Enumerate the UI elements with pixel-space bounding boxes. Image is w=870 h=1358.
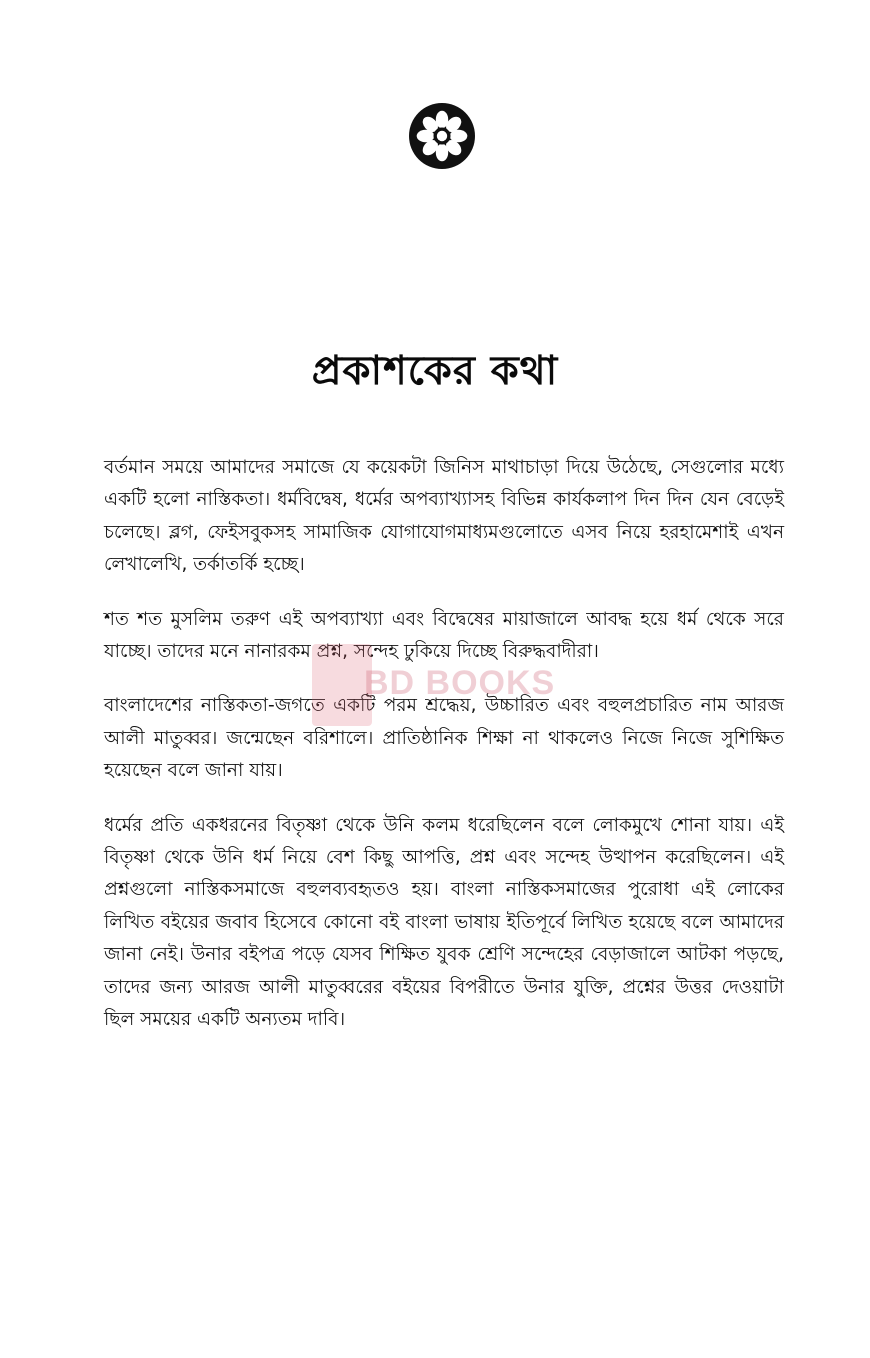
- page-title: প্রকাশকের কথা: [311, 347, 559, 394]
- paragraph-1: বর্তমান সময়ে আমাদের সমাজে যে কয়েকটা জিনিস মাথাচাড়া দিয়ে উঠেছে, সেগুলোর মধ্যে একটি হলো নাস্তিকতা। ধর্মবিদ্বেষ, ধর্মের অপব্যাখ্যাসহ বিভিন্ন কার্যকলাপ দিন দিন যেন বেড়েই চলেছে। ব্লগ, ফেইসবুকসহ সামাজিক যোগাযোগমাধ্যমগুলোতে এসব নিয়ে হরহামেশাই এখন লেখালেখি, তর্কাতর্কি হচ্ছে।: [104, 457, 784, 576]
- body-text: [104, 452, 784, 1059]
- flower-ornament-icon: [406, 100, 478, 172]
- watermark-text: BD BOOKS: [364, 664, 556, 702]
- paragraph-2: শত শত মুসলিম তরুণ এই অপব্যাখ্যা এবং বিদ্বেষের মায়াজালে আবদ্ধ হয়ে ধর্ম থেকে সরে যাচ্ছে। তাদের মনে নানারকম প্রশ্ন, সন্দেহ ঢুকিয়ে দিচ্ছে বিরুদ্ধবাদীরা।: [104, 608, 784, 663]
- paragraph-4: ধর্মের প্রতি একধরনের বিতৃষ্ণা থেকে উনি কলম ধরেছিলেন বলে লোকমুখে শোনা যায়। এই বিতৃষ্ণা থেকে উনি ধর্ম নিয়ে বেশ কিছু আপত্তি, প্রশ্ন এবং সন্দেহ উত্থাপন করেছিলেন। এই প্রশ্নগুলো নাস্তিকসমাজে বহুলব্যবহৃতও হয়। বাংলা নাস্তিকসমাজের পুরোধা এই লোকের লিখিত বইয়ের জবাব হিসেবে কোনো বই বাংলা ভাষায় ইতিপূর্বে লিখিত হয়েছে বলে আমাদের জানা নেই। উনার বইপত্র পড়ে যেসব শিক্ষিত যুবক শ্রেণি সন্দেহের বেড়াজালে আটকা পড়ছে, তাদের জন্য আরজ আলী মাতুব্বরের বইয়ের বিপরীতে উনার যুক্তি, প্রশ্নের উত্তর দেওয়াটা ছিল সময়ের একটি অন্যতম দাবি।: [104, 814, 784, 1031]
- paragraph-3: বাংলাদেশের নাস্তিকতা-জগতে একটি পরম শ্রদ্ধেয়, উচ্চারিত এবং বহুলপ্রচারিত নাম আরজ আলী মাতুব্বর। জন্মেছেন বরিশালে। প্রাতিষ্ঠানিক শিক্ষা না থাকলেও নিজে নিজে সুশিক্ষিত হয়েছেন বলে জানা যায়।: [104, 695, 784, 782]
